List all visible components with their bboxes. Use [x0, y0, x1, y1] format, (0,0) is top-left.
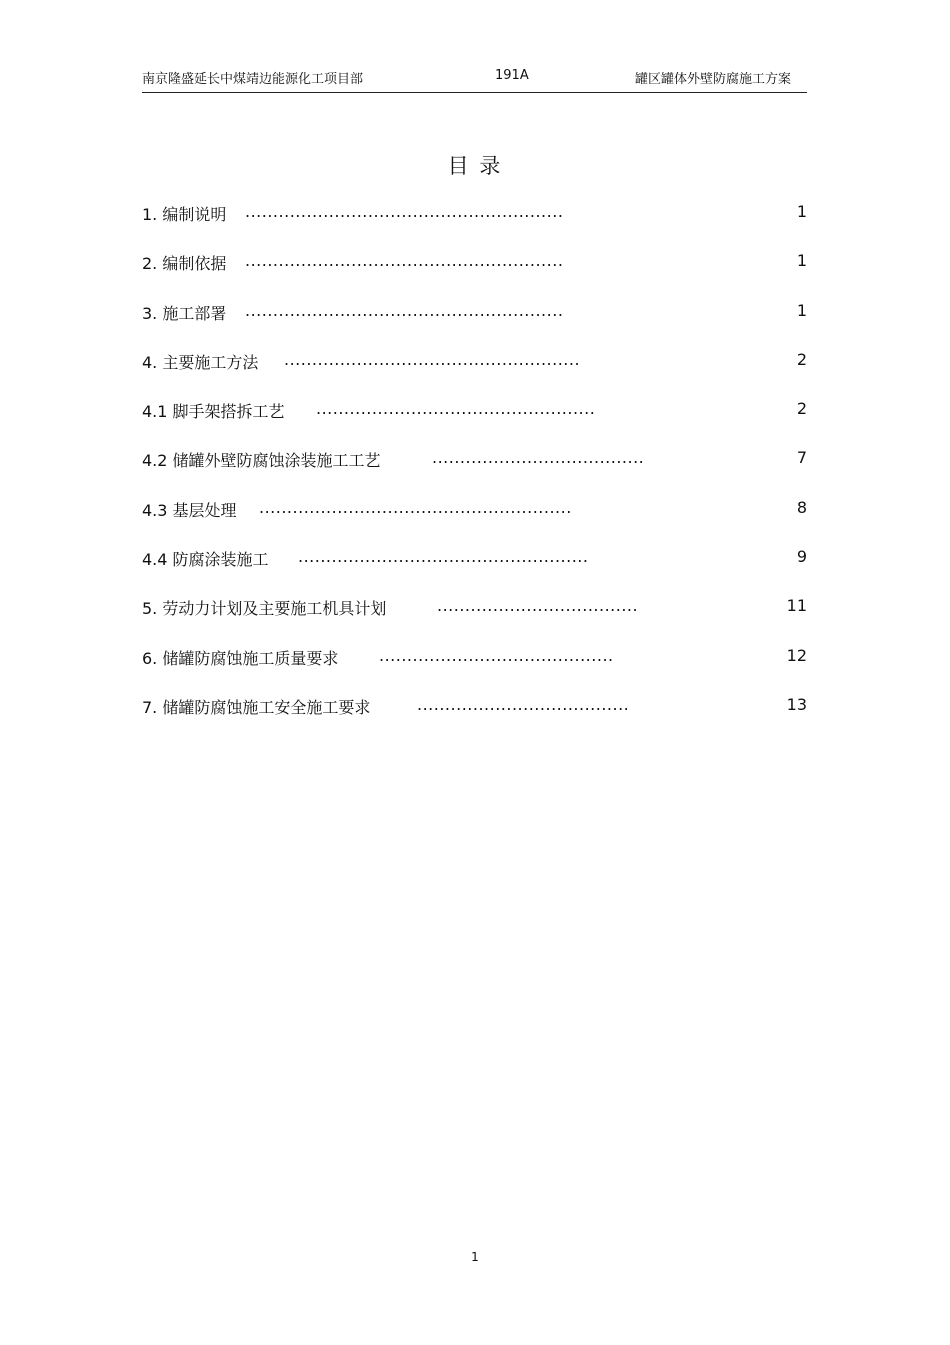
toc-entry-page: 12	[786, 645, 807, 665]
toc-leader-dots: ......................................	[432, 448, 645, 468]
toc-entry-label: 5. 劳动力计划及主要施工机具计划	[142, 599, 387, 619]
toc-leader-dots: ........................................................	[259, 497, 572, 517]
toc-entry-page: 1	[796, 251, 807, 271]
toc-entry-page: 1	[796, 202, 807, 221]
toc-entry-label: 1. 编制说明	[142, 205, 227, 224]
toc-entry-label: 4.2 储罐外壁防腐蚀涂装施工工艺	[142, 451, 381, 471]
toc-entry-page: 11	[786, 596, 807, 616]
toc-leader-dots: ....................................	[437, 596, 639, 616]
page-number: 1	[471, 1250, 479, 1264]
header-project-name: 南京隆盛延长中煤靖边能源化工项目部	[142, 72, 364, 87]
toc-entry-page: 1	[796, 300, 807, 320]
toc-entry[interactable]	[142, 295, 807, 344]
toc-leader-dots: .........................................................	[245, 300, 564, 320]
toc-entry-page: 9	[796, 547, 807, 567]
toc-leader-dots: .....................................................	[284, 349, 581, 369]
toc-entry-label: 4.1 脚手架搭拆工艺	[142, 402, 285, 422]
table-of-contents	[142, 196, 807, 738]
toc-entry-label: 2. 编制依据	[142, 254, 227, 274]
toc-leader-dots: ....................................................	[298, 547, 589, 567]
page-header	[142, 66, 807, 93]
toc-entry[interactable]	[142, 344, 807, 393]
toc-entry-page: 7	[796, 448, 807, 468]
toc-leader-dots: ..........................................	[379, 645, 614, 665]
toc-entry[interactable]	[142, 393, 807, 442]
toc-entry[interactable]	[142, 245, 807, 294]
toc-entry[interactable]	[142, 640, 807, 689]
toc-entry-label: 4.3 基层处理	[142, 500, 237, 520]
header-document-title: 罐区罐体外壁防腐施工方案	[634, 72, 791, 87]
toc-entry[interactable]	[142, 541, 807, 590]
toc-leader-dots: ..................................................	[316, 399, 596, 419]
toc-entry[interactable]	[142, 196, 807, 245]
toc-entry-page: 2	[796, 349, 807, 369]
toc-entry[interactable]	[142, 689, 807, 738]
toc-entry-label: 4. 主要施工方法	[142, 352, 259, 372]
toc-entry[interactable]	[142, 590, 807, 639]
toc-entry-label: 3. 施工部署	[142, 303, 227, 323]
toc-entry-page: 13	[786, 694, 807, 714]
toc-entry[interactable]	[142, 442, 807, 491]
toc-leader-dots: .........................................................	[245, 251, 564, 271]
header-code: 191A	[495, 68, 529, 83]
toc-entry-label: 7. 储罐防腐蚀施工安全施工要求	[142, 697, 371, 717]
toc-leader-dots: .........................................................	[245, 202, 564, 221]
toc-entry-label: 4.4 防腐涂装施工	[142, 550, 269, 570]
toc-entry-page: 8	[796, 497, 807, 517]
toc-leader-dots: ......................................	[417, 694, 630, 714]
toc-entry[interactable]	[142, 492, 807, 541]
toc-entry-page: 2	[796, 399, 807, 419]
toc-entry-label: 6. 储罐防腐蚀施工质量要求	[142, 648, 339, 668]
toc-title: 目 录	[447, 154, 503, 178]
